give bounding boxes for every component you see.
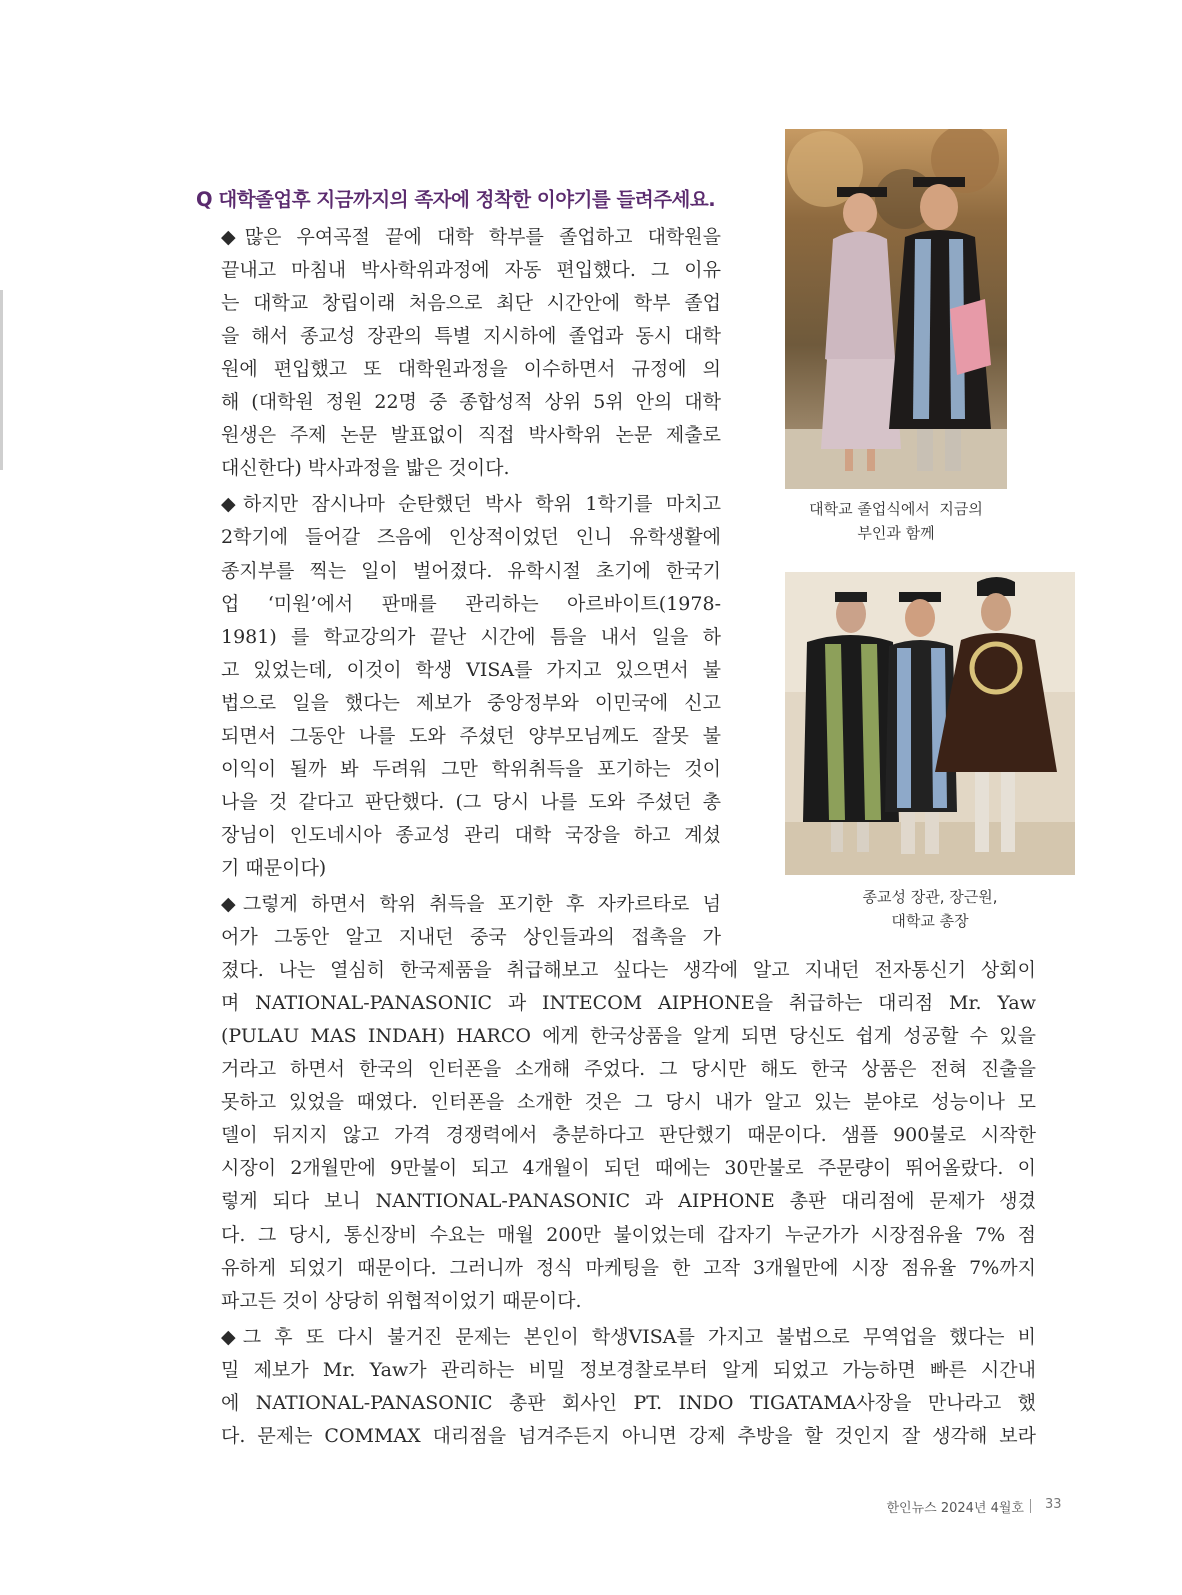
article-line: 는 대학교 창립이래 처음으로 최단 시간안에 학부 졸업 [221,292,721,315]
article-line: 업 ‘미원’에서 판매를 관리하는 아르바이트(1978- [221,592,721,615]
article-line: 되면서 그동안 나를 도와 주셨던 양부모님께도 잘못 불 [221,724,721,747]
article-line: 못하고 있었을 때였다. 인터폰을 소개한 것은 그 당시 내가 알고 있는 분야로 성능이나 모 [221,1091,1036,1114]
article-line: 졌다. 나는 열심히 한국제품을 취급해보고 싶다는 생각에 알고 지내던 전자통신기 상회이 [221,959,1036,982]
article-line: ◆하지만 잠시나마 순탄했던 박사 학위 1학기를 마치고 [221,493,721,516]
article-line: 어가 그동안 알고 지내던 중국 상인들과의 접촉을 가 [221,926,721,949]
article-line: 원에 편입했고 또 대학원과정을 이수하면서 규정에 의 [221,358,721,381]
article-line: 기 때문이다) [221,856,327,879]
article-line: 델이 뒤지지 않고 가격 경쟁력에서 충분하다고 판단했기 때문이다. 샘플 900불로 시작한 [221,1124,1036,1147]
officials-photo-illustration [785,572,1075,875]
article-line: 나을 것 같다고 판단했다. (그 당시 나를 도와 주셨던 총 [221,790,721,813]
publication-name: 한인뉴스 2024년 4월호 [886,1501,1024,1516]
article-line: 이익이 될까 봐 두려워 그만 학위취득을 포기하는 것이 [221,757,721,780]
article-line: (PULAU MAS INDAH) HARCO 에게 한국상품을 알게 되면 당신도 쉽게 성공할 수 있을 [221,1025,1036,1048]
photo2-caption-line1: 종교성 장관, 장근원, [862,888,998,906]
article-line: ◆그렇게 하면서 학위 취득을 포기한 후 자카르타로 넘 [221,893,721,915]
graduation-photo-with-wife [785,129,1007,489]
article-line: 다. 그 당시, 통신장비 수요는 매월 200만 불이었는데 갑자기 누군가가 시장점유율 7% 점 [221,1223,1036,1246]
article-line: 해 (대학원 정원 22명 중 종합성적 상위 5위 안의 대학 [221,391,721,414]
article-line: 거라고 하면서 한국의 인터폰을 소개해 주었다. 그 당시만 해도 한국 상품은 전혀 진출을 [221,1058,1036,1081]
article-line: 시장이 2개월만에 9만불이 되고 4개월이 되던 때에는 30만불로 주문량이 뛰어올랐다. 이 [221,1157,1036,1180]
article-line: 유하게 되었기 때문이다. 그러니까 정식 마케팅을 한 고작 3개월만에 시장 점유율 7%까지 [221,1256,1036,1279]
graduation-photo-illustration [785,129,1007,489]
photo1-caption [785,497,1007,545]
page-edge-mark [0,290,3,470]
article-line: 법으로 일을 했다는 제보가 중앙정부와 이민국에 신고 [221,691,721,714]
article-line: 파고든 것이 상당히 위협적이었기 때문이다. [221,1289,582,1312]
article-line: 며 NATIONAL-PANASONIC 과 INTECOM AIPHONE을 취급하는 대리점 Mr. Yaw [221,992,1036,1015]
photo1-caption-line2: 부인과 함께 [857,524,935,542]
interview-question: Q 대학졸업후 지금까지의 족자에 정착한 이야기를 들려주세요. [196,188,716,211]
photo2-caption-line2: 대학교 총장 [891,912,969,930]
article-line: 대신한다) 박사과정을 밟은 것이다. [221,457,510,480]
article-line: ◆그 후 또 다시 불거진 문제는 본인이 학생VISA를 가지고 불법으로 무역업을 했다는 비 [221,1325,1036,1348]
article-line: 2학기에 들어갈 즈음에 인상적이었던 인니 유학생활에 [221,526,721,549]
graduation-photo-with-officials [785,572,1075,875]
photo1-caption-line1: 대학교 졸업식에서 지금의 [809,500,983,518]
article-line: 장님이 인도네시아 종교성 관리 대학 국장을 하고 계셨 [221,823,721,846]
article-line: 끝내고 마침내 박사학위과정에 자동 편입했다. 그 이유 [221,259,721,282]
photo2-caption [785,885,1075,933]
article-line: ◆많은 우여곡절 끝에 대학 학부를 졸업하고 대학원을 [221,226,721,248]
article-line: 을 해서 종교성 장관의 특별 지시하에 졸업과 동시 대학 [221,325,721,348]
page-number: 33 [1045,1497,1062,1512]
article-line: 고 있었는데, 이것이 학생 VISA를 가지고 있으면서 불 [221,658,721,681]
article-line: 에 NATIONAL-PANASONIC 총판 회사인 PT. INDO TIGATAMA사장을 만나라고 했 [221,1391,1036,1414]
article-line: 1981) 를 학교강의가 끝난 시간에 틈을 내서 일을 하 [221,625,721,648]
article-line: 렇게 되다 보니 NANTIONAL-PANASONIC 과 AIPHONE 총판 대리점에 문제가 생겼 [221,1190,1036,1213]
footer-divider [1030,1499,1031,1513]
article-line: 다. 문제는 COMMAX 대리점을 넘겨주든지 아니면 강제 추방을 할 것인지 잘 생각해 보라 [221,1424,1036,1447]
article-line: 종지부를 찍는 일이 벌어졌다. 유학시절 초기에 한국기 [221,559,721,582]
article-line: 원생은 주제 논문 발표없이 직접 박사학위 논문 제출로 [221,424,721,447]
article-line: 밀 제보가 Mr. Yaw가 관리하는 비밀 정보경찰로부터 알게 되었고 가능하면 빠른 시간내 [221,1358,1036,1381]
